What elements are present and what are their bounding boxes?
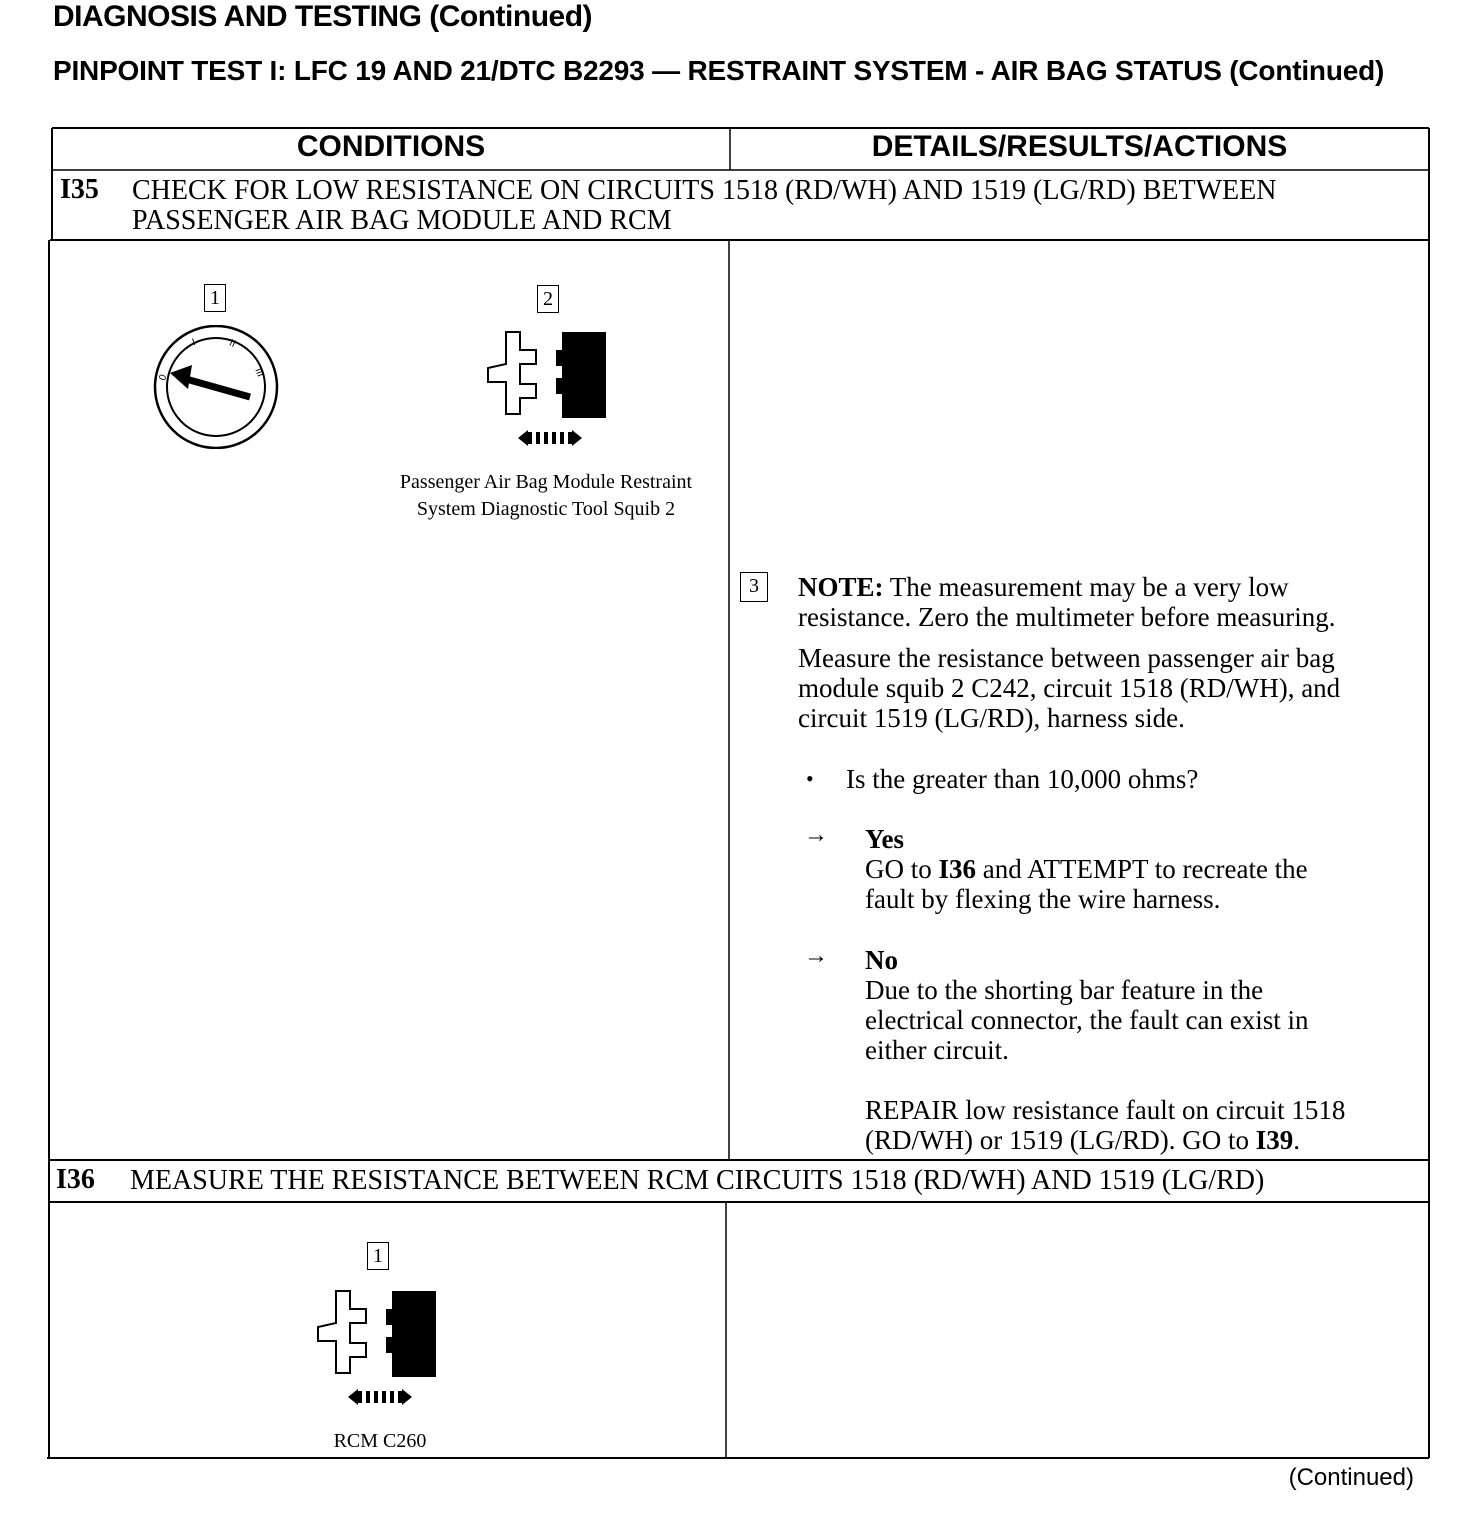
yes-line1-post: and ATTEMPT to recreate the: [976, 854, 1308, 884]
bullet: •: [806, 766, 814, 791]
figure-caption: RCM C260: [333, 1430, 427, 1452]
section-title: DIAGNOSIS AND TESTING (Continued): [53, 0, 593, 33]
no-line3: either circuit.: [865, 1035, 1009, 1065]
step-number-3: 3: [740, 572, 768, 602]
yes-label: Yes: [865, 824, 904, 854]
bidirectional-arrow-icon: [518, 430, 582, 446]
note-line1: [798, 572, 1289, 602]
figure-number-1: 1: [204, 284, 226, 312]
measure-line1: Measure the resistance between passenger air bag: [798, 643, 1335, 673]
figure-caption-line1: Passenger Air Bag Module Restraint: [399, 471, 693, 493]
repair-line2: [865, 1125, 1300, 1155]
column-header-details: DETAILS/RESULTS/ACTIONS: [871, 130, 1288, 163]
repair-line1: REPAIR low resistance fault on circuit 1518: [865, 1095, 1346, 1125]
right-arrow-icon: →: [804, 943, 828, 969]
repair-line2-pre: (RD/WH) or 1519 (LG/RD). GO to: [865, 1125, 1256, 1155]
connector-disconnect-icon: [484, 328, 610, 452]
note-label: NOTE:: [798, 572, 884, 602]
measure-line2: module squib 2 C242, circuit 1518 (RD/WH), and: [798, 673, 1341, 703]
step-id-i36: I36: [56, 1164, 95, 1195]
svg-text:II: II: [227, 337, 238, 351]
step-title-i36: MEASURE THE RESISTANCE BETWEEN RCM CIRCUITS 1518 (RD/WH) AND 1519 (LG/RD): [130, 1165, 1265, 1196]
yes-line1-pre: GO to: [865, 854, 939, 884]
pinpoint-test-title: PINPOINT TEST I: LFC 19 AND 21/DTC B2293 — RESTRAINT SYSTEM - AIR BAG STATUS (Continued): [53, 55, 1385, 86]
yes-line1: [865, 854, 1308, 884]
measure-line3: circuit 1519 (LG/RD), harness side.: [798, 703, 1185, 733]
right-arrow-icon: →: [804, 822, 828, 848]
step-title-i35-line2: PASSENGER AIR BAG MODULE AND RCM: [132, 205, 672, 236]
repair-line2-post: .: [1293, 1125, 1300, 1155]
goto-i39-link: I39: [1255, 1125, 1294, 1155]
note-text-1: The measurement may be a very low: [889, 572, 1289, 602]
no-line2: electrical connector, the fault can exist in: [865, 1005, 1309, 1035]
step-id-i35: I35: [60, 174, 99, 205]
no-label: No: [865, 945, 898, 975]
figure-number-1: 1: [367, 1242, 389, 1270]
yes-line2: fault by flexing the wire harness.: [865, 884, 1221, 914]
figure-number-2: 2: [537, 285, 559, 313]
column-header-conditions: CONDITIONS: [296, 130, 486, 163]
goto-i36-link: I36: [938, 854, 977, 884]
connector-disconnect-icon: [314, 1287, 440, 1411]
no-line1: Due to the shorting bar feature in the: [865, 975, 1264, 1005]
bidirectional-arrow-icon: [348, 1389, 412, 1405]
question-text: Is the greater than 10,000 ohms?: [846, 764, 1199, 794]
note-line2: resistance. Zero the multimeter before measuring.: [798, 602, 1336, 632]
step-title-i35-line1: CHECK FOR LOW RESISTANCE ON CIRCUITS 1518 (RD/WH) AND 1519 (LG/RD) BETWEEN: [132, 175, 1277, 206]
svg-text:0: 0: [157, 373, 170, 383]
svg-text:III: III: [252, 366, 266, 379]
figure-caption-line2: System Diagnostic Tool Squib 2: [416, 498, 676, 520]
continued-label: (Continued): [1288, 1464, 1414, 1491]
svg-text:I: I: [190, 336, 198, 349]
ignition-switch-icon: [152, 325, 280, 449]
